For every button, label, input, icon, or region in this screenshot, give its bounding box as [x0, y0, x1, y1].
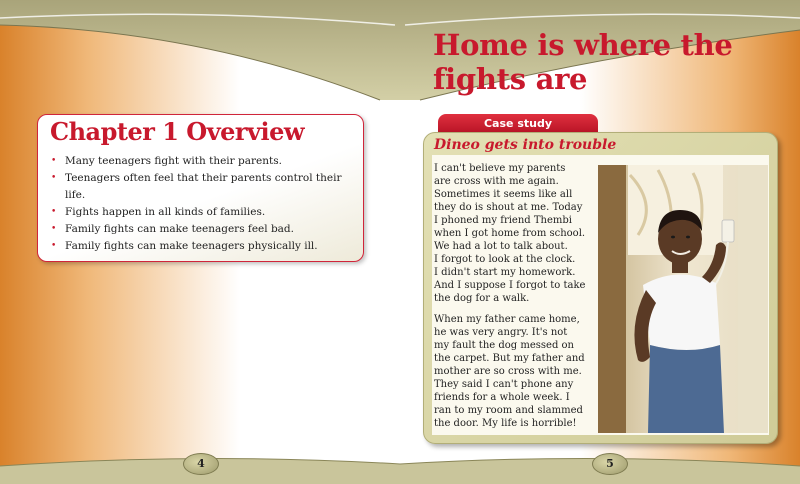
text-line: he was very angry. It's not: [434, 327, 568, 338]
text-line: When my father came home,: [434, 314, 580, 325]
text-line: friends for a whole week. I: [434, 392, 570, 403]
chapter-overview-box: [37, 114, 364, 262]
teenager-on-phone-photo: [598, 165, 768, 433]
case-study-paragraph-2: [434, 313, 594, 430]
text-line: I phoned my friend Thembi: [434, 215, 572, 226]
overview-item-text: Many teenagers fight with their parents.: [65, 155, 282, 167]
text-line: We had a lot to talk about.: [434, 241, 568, 252]
text-line: mother are so cross with me.: [434, 366, 582, 377]
text-line: They said I can't phone any: [434, 379, 574, 390]
text-line: they do is shout at me. Today: [434, 202, 583, 213]
overview-item: [48, 204, 358, 221]
bottom-decorative-band: [0, 444, 800, 484]
bullet-icon: •: [51, 207, 57, 217]
overview-item-text: Teenagers often feel that their parents control their life.: [65, 172, 342, 201]
overview-item-text: Family fights can make teenagers physically ill.: [65, 240, 318, 252]
text-line: the carpet. But my father and: [434, 353, 585, 364]
case-study-heading: Dineo gets into trouble: [434, 137, 617, 153]
bullet-icon: •: [51, 173, 57, 183]
page-title-line-1: Home is where the: [433, 28, 733, 62]
text-line: I forgot to look at the clock.: [434, 254, 576, 265]
overview-list: [48, 153, 358, 255]
overview-item: [48, 170, 358, 204]
bullet-icon: •: [51, 156, 57, 166]
text-line: I can't believe my parents: [434, 163, 566, 174]
page-number-right: 5: [592, 453, 628, 475]
text-line: my fault the dog messed on: [434, 340, 574, 351]
case-study-content: [432, 155, 769, 435]
text-line: the dog for a walk.: [434, 293, 530, 304]
case-study-paragraph-1: [434, 162, 594, 305]
overview-item: [48, 153, 358, 170]
page-title: [433, 28, 733, 96]
text-line: And I suppose I forgot to take: [434, 280, 586, 291]
overview-item: [48, 238, 358, 255]
text-line: Sometimes it seems like all: [434, 189, 573, 200]
overview-title: Chapter 1 Overview: [50, 117, 305, 146]
overview-item-text: Family fights can make teenagers feel bad.: [65, 223, 294, 235]
page-number-left: 4: [183, 453, 219, 475]
bullet-icon: •: [51, 241, 57, 251]
case-study-box: [423, 132, 778, 444]
text-line: are cross with me again.: [434, 176, 559, 187]
bullet-icon: •: [51, 224, 57, 234]
text-line: when I got home from school.: [434, 228, 586, 239]
case-study-tab: Case study: [438, 114, 598, 133]
page-title-line-2: fights are: [433, 62, 588, 96]
text-line: ran to my room and slammed: [434, 405, 583, 416]
overview-item: [48, 221, 358, 238]
text-line: the door. My life is horrible!: [434, 418, 577, 429]
overview-item-text: Fights happen in all kinds of families.: [65, 206, 266, 218]
case-study-text: [434, 162, 594, 438]
text-line: I didn't start my homework.: [434, 267, 576, 278]
